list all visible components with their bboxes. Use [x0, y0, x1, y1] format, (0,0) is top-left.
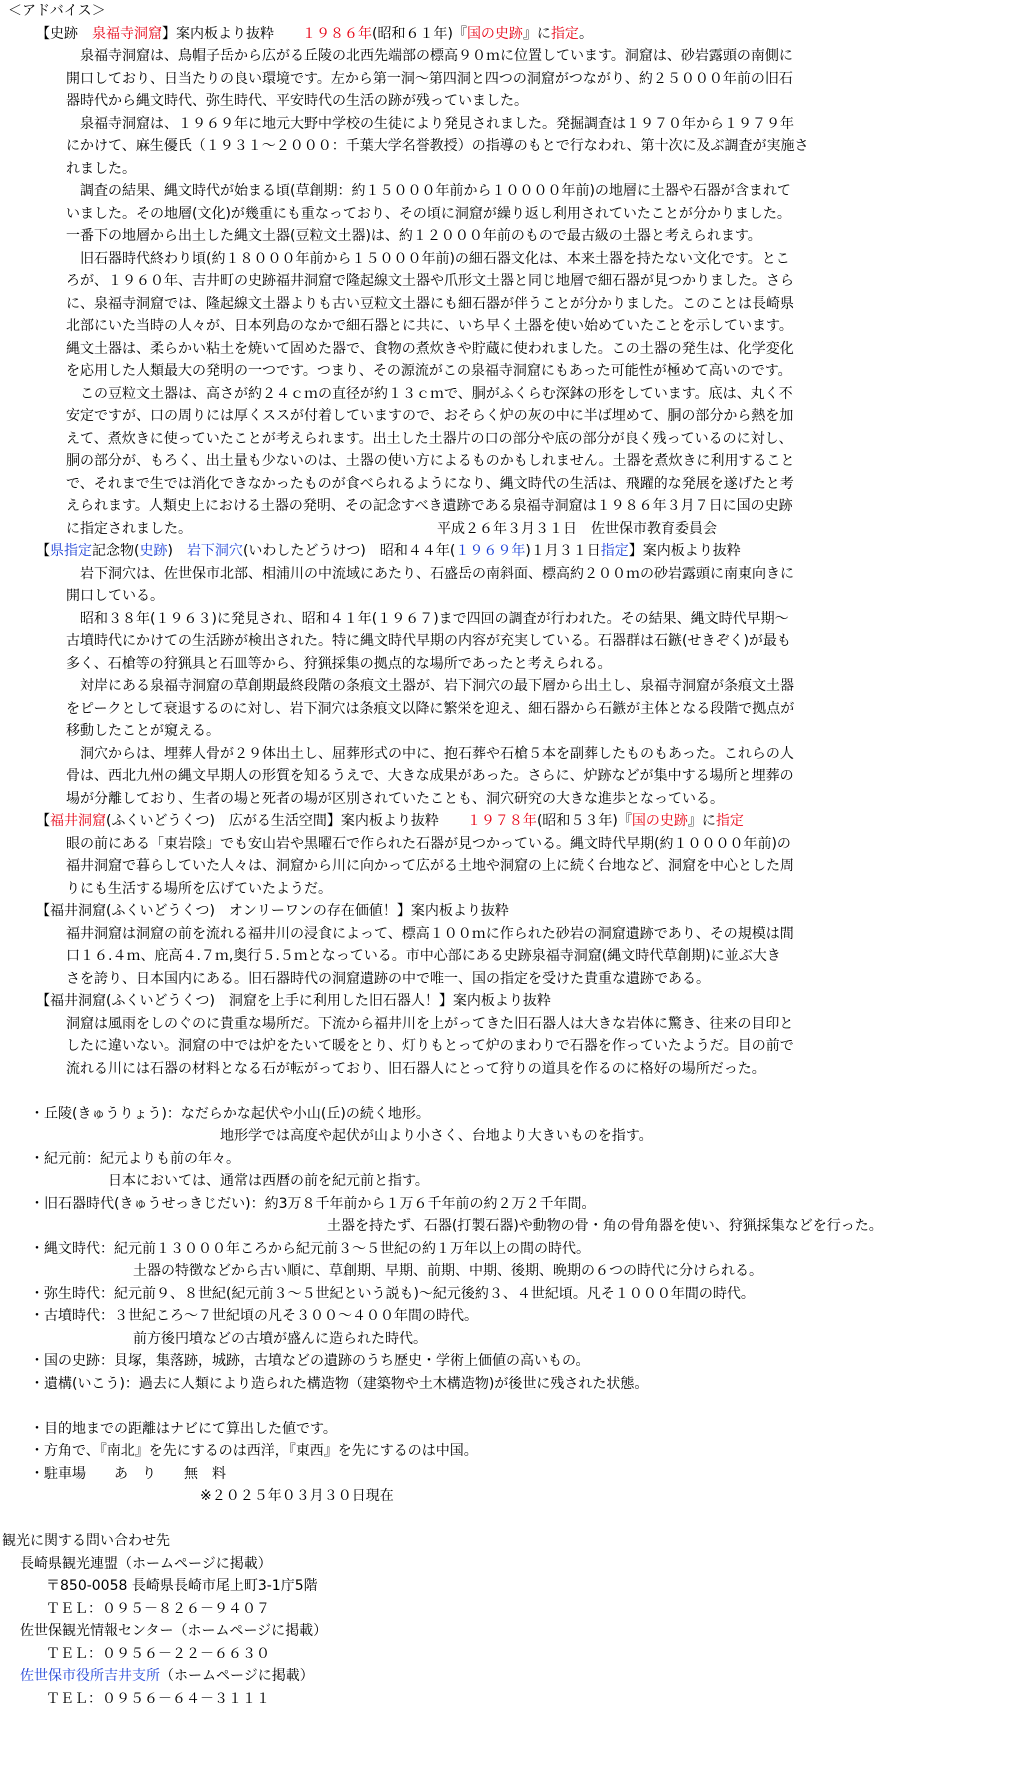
- section-1: [0, 540, 1033, 810]
- body-line: 北部にいた当時の人々が、日本列島のなかで細石器とに共に、いち早く土器を使い始めていたことを示しています。: [66, 318, 793, 334]
- body-line: えて、煮炊きに使っていたことが考えられます。出土した土器片の口の部分や底の部分が良く残っているのに対し、: [66, 430, 793, 447]
- highlight-text[interactable]: 国の史跡: [631, 813, 688, 829]
- body-line: に、泉福寺洞窟では、隆起線文土器よりも古い豆粒文土器にも細石器が伴うことが分かりました。このことは長崎県: [66, 295, 794, 312]
- section-0: [0, 23, 1033, 541]
- glossary-list: [0, 1103, 1033, 1396]
- contact-tel-nagasaki: ＴＥＬ：０９５－８２６－９４０７: [46, 1600, 270, 1617]
- body-line: 縄文土器は、柔らかい粘土を焼いて固めた器で、食物の煮炊きや貯蔵に使われました。この土器の発生は、化学変化: [66, 340, 794, 357]
- title-text: 【: [36, 813, 50, 829]
- body-line: 胴の部分が、もろく、出土量も少ないのは、土器の使い方によるものかもしれません。土器を煮炊きに利用すること: [66, 453, 795, 469]
- contact-org-sasebo: 佐世保観光情報センター（ホームページに掲載）: [20, 1623, 328, 1639]
- body-line: にかけて、麻生優氏（１９３１～２０００：千葉大学名誉教授）の指導のもとで行なわれ、第十次に及ぶ調査が実施さ: [66, 138, 809, 154]
- body-line: 骨は、西北九州の縄文早期人の形質を知るうえで、大きな成果があった。さらに、炉跡などが集中する場所と埋葬の: [66, 768, 794, 784]
- glossary-term: ・丘陵(きゅうりょう)：なだらかな起伏や小山(丘)の続く地形。: [30, 1105, 430, 1122]
- section-2: [0, 810, 1033, 900]
- glossary-detail: 地形学では高度や起伏が山より小さく、台地より大きいものを指す。: [220, 1128, 653, 1144]
- title-text: (昭和６１年)『: [372, 25, 467, 42]
- body-line: 洞穴からは、埋葬人骨が２９体出土し、屈葬形式の中に、抱石葬や石槍５本を副葬したものもあった。これらの人: [66, 745, 794, 762]
- title-text: 】案内板より抜粋: [628, 543, 741, 559]
- section-title: [0, 540, 1033, 563]
- highlight-text[interactable]: 泉福寺洞窟: [92, 25, 162, 42]
- title-text: 』に: [522, 25, 551, 42]
- glossary-detail: 土器の特徴などから古い順に、草創期、早期、前期、中期、後期、晩期の６つの時代に分けられる。: [133, 1263, 763, 1279]
- note-item: ・方角で、『南北』を先にするのは西洋，『東西』を先にするのは中国。: [30, 1443, 478, 1459]
- note-item: ・目的地までの距離はナビにて算出した値です。: [30, 1420, 337, 1437]
- body-line: 古墳時代にかけての生活跡が検出された。特に縄文時代早期の内容が充実している。石器群は石鏃(せきぞく)が最も: [66, 633, 791, 649]
- glossary-term: ・弥生時代：紀元前９、８世紀(紀元前３～５世紀という説も)～紀元後約３、４世紀頃。凡そ１０００年間の時代。: [30, 1285, 755, 1302]
- title-text: (ふくいどうくつ) 広がる生活空間】案内板より抜粋: [106, 813, 467, 829]
- body-line: えられます。人類史上における土器の発明、その記念すべき遺跡である泉福寺洞窟は１９８６年３月７日に国の史跡: [66, 498, 793, 514]
- title-text: 』に: [687, 813, 716, 829]
- body-line: ろが、１９６０年、吉井町の史跡福井洞窟で隆起線文土器や爪形文土器と同じ地層で細石器が見つかりました。さら: [66, 273, 794, 289]
- glossary-term: ・古墳時代：３世紀ころ～７世紀頃の凡そ３００～４００年間の時代。: [30, 1308, 478, 1324]
- glossary-detail: 日本においては、通常は西暦の前を紀元前と指す。: [108, 1173, 429, 1189]
- sections-container: [0, 23, 1033, 1081]
- glossary-term: ・縄文時代：紀元前１３０００年ころから紀元前３～５世紀の約１万年以上の間の時代。: [30, 1240, 590, 1257]
- body-line: 流れる川には石器の材料となる石が転がっており、旧石器人にとって狩りの道具を作るのに格好の場所だった。: [66, 1060, 766, 1077]
- highlight-text[interactable]: 岩下洞穴: [186, 543, 243, 559]
- body-line: 昭和３８年(１９６３)に発見され、昭和４１年(１９６７)まで四回の調査が行われた。その結果、縄文時代早期～: [66, 610, 789, 627]
- contact-tel-yoshii: ＴＥＬ：０９５６－６４－３１１１: [46, 1690, 270, 1707]
- highlight-text[interactable]: １９６９年: [455, 543, 526, 559]
- body-line: 開口しており、日当たりの良い環境です。左から第一洞～第四洞と四つの洞窟がつながり、約２５０００年前の旧石: [66, 70, 793, 87]
- highlight-text[interactable]: 史跡: [139, 543, 168, 559]
- body-line: で、それまで生では消化できなかったものが食べられるようになり、縄文時代の生活は、飛躍的な発展を遂げたと考: [66, 475, 794, 492]
- body-line: 泉福寺洞窟は、１９６９年に地元大野中学校の生徒により発見されました。発掘調査は１９７０年から１９７９年: [66, 115, 794, 132]
- yoshii-branch-link[interactable]: 佐世保市役所吉井支所: [20, 1668, 160, 1684]
- body-line: れました。: [66, 160, 136, 177]
- body-line: 対岸にある泉福寺洞窟の草創期最終段階の条痕文土器が、岩下洞穴の最下層から出土し、泉福寺洞窟が条痕文土器: [66, 678, 794, 694]
- body-line: 洞窟は風雨をしのぐのに貴重な場所だ。下流から福井川を上がってきた旧石器人は大きな岩体に驚き、往来の目印と: [66, 1015, 794, 1032]
- body-line: いました。その地層(文化)が幾重にも重なっており、その頃に洞窟が繰り返し利用されていたことが分かりました。: [66, 205, 791, 222]
- section-4: [0, 990, 1033, 1080]
- contact-address: 〒850-0058 長崎県長崎市尾上町3-1庁5階: [46, 1578, 318, 1594]
- title-text: 【福井洞窟(ふくいどうくつ) 洞窟を上手に利用した旧石器人！】案内板より抜粋: [36, 993, 551, 1009]
- section-title: [0, 23, 1033, 46]
- section-title: [0, 810, 1033, 833]
- body-line: したに違いない。洞窟の中では炉をたいて暖をとり、灯りもとって炉のまわりで石器を作っていたようだ。目の前で: [66, 1038, 794, 1054]
- highlight-text[interactable]: 指定: [715, 813, 744, 829]
- body-line: を応用した人類最大の発明の一つです。つまり、その源流がこの泉福寺洞窟にもあった可能性が極めて高いのです。: [66, 363, 792, 379]
- body-line: 開口している。: [66, 588, 164, 604]
- title-text: 。: [578, 25, 593, 42]
- contact-block: [0, 1530, 1033, 1710]
- glossary-detail: 前方後円墳などの古墳が盛んに造られた時代。: [133, 1330, 427, 1347]
- title-text: 記念物(: [92, 543, 140, 559]
- body-line: 安定ですが、口の周りには厚くススが付着していますので、おそらく炉の灰の中に半ば埋めて、胴の部分から熱を加: [66, 408, 794, 424]
- body-line: をピークとして衰退するのに対し、岩下洞穴は条痕文以降に繁栄を迎え、細石器から石鏃が主体となる段階で拠点が: [66, 700, 795, 717]
- title-text: 【福井洞窟(ふくいどうくつ) オンリーワンの存在価値！】案内板より抜粋: [36, 903, 509, 919]
- body-line: 福井洞窟は洞窟の前を流れる福井川の浸食によって、標高１００ｍに作られた砂岩の洞窟遺跡であり、その規模は間: [66, 925, 794, 942]
- body-line: 岩下洞穴は、佐世保市北部、相浦川の中流域にあたり、石盛岳の南斜面、標高約２００ｍの砂岩露頭に南東向きに: [66, 565, 794, 582]
- title-text: 】案内板より抜粋: [162, 25, 302, 42]
- advice-heading: ＜アドバイス＞: [8, 3, 106, 19]
- body-line: この豆粒文土器は、高さが約２４ｃｍの直径が約１３ｃｍで、胴がふくらむ深鉢の形をしています。底は、丸く不: [66, 385, 793, 402]
- body-line: 器時代から縄文時代、弥生時代、平安時代の生活の跡が残っていました。: [66, 93, 528, 109]
- highlight-text[interactable]: 指定: [550, 25, 579, 42]
- glossary-term: ・旧石器時代(きゅうせっきじだい)：約3万８千年前から１万６千年前の約２万２千年間。: [30, 1195, 596, 1212]
- contact-title: 観光に関する問い合わせ先: [2, 1533, 170, 1549]
- glossary-detail: 土器を持たず、石器(打製石器)や動物の骨・角の骨角器を使い、狩猟採集などを行った。: [327, 1218, 883, 1234]
- contact-org-yoshii: 佐世保市役所吉井支所（ホームページに掲載）: [20, 1668, 314, 1684]
- section-3: [0, 900, 1033, 990]
- body-line: さを誇り、日本国内にある。旧石器時代の洞窟遺跡の中で唯一、国の指定を受けた貴重な遺跡である。: [66, 970, 710, 987]
- glossary-term: ・紀元前：紀元よりも前の年々。: [30, 1150, 240, 1167]
- as-of-date: ※２０２５年０３月３０日現在: [200, 1488, 394, 1504]
- title-text: (昭和５３年)『: [536, 813, 632, 829]
- highlight-text[interactable]: １９８６年: [302, 25, 372, 42]
- section-title: [0, 900, 1033, 923]
- title-text: )１月３１日: [525, 543, 601, 559]
- body-line: 場が分離しており、生者の場と死者の場が区別されていたことも、洞穴研究の大きな進歩となっている。: [66, 790, 724, 807]
- body-line: りにも生活する場所を広げていたようだ。: [66, 880, 332, 897]
- highlight-text[interactable]: 指定: [600, 543, 629, 559]
- body-line: 一番下の地層から出土した縄文土器(豆粒文土器)は、約１２０００年前のもので最古級の土器と考えられます。: [66, 228, 762, 244]
- highlight-text[interactable]: 県指定: [50, 543, 92, 559]
- body-line: 移動したことが窺える。: [66, 723, 220, 739]
- highlight-text[interactable]: 国の史跡: [466, 25, 523, 42]
- title-text: ): [167, 543, 187, 559]
- highlight-text[interactable]: １９７８年: [466, 813, 537, 829]
- title-text: (いわしたどうけつ) 昭和４４年(: [242, 543, 456, 559]
- title-text: 【史跡: [36, 25, 92, 42]
- section-title: [0, 990, 1033, 1013]
- body-line: 福井洞窟で暮らしていた人々は、洞窟から川に向かって広がる土地や洞窟の上に続く台地など、洞窟を中心とした周: [66, 858, 794, 874]
- body-line: 口１６.４ｍ、庇高４.７ｍ,奥行５.５ｍとなっている。市中心部にある史跡泉福寺洞窟(縄文時代草創期)に並ぶ大き: [66, 948, 781, 964]
- body-line: 多く、石槍等の狩猟具と石皿等から、狩猟採集の拠点的な場所であったと考えられる。: [66, 655, 612, 672]
- title-text: 【: [36, 543, 50, 559]
- notes-list: [0, 1418, 1033, 1486]
- contact-tel-sasebo: ＴＥＬ：０９５６－２２－６６３０: [46, 1645, 270, 1662]
- body-line: 眼の前にある「東岩陰」でも安山岩や黒曜石で作られた石器が見つかっている。縄文時代早期(約１００００年前)の: [66, 835, 791, 852]
- highlight-text[interactable]: 福井洞窟: [50, 813, 106, 829]
- glossary-term: ・国の史跡：貝塚，集落跡，城跡，古墳などの遺跡のうち歴史・学術上価値の高いもの。: [30, 1353, 590, 1369]
- note-item: ・駐車場 あ り 無 料: [30, 1465, 226, 1482]
- glossary-term: ・遺構(いこう)：過去に人類により造られた構造物（建築物や土木構造物)が後世に残された状態。: [30, 1375, 649, 1392]
- body-line: に指定されました。 平成２６年３月３１日 佐世保市教育委員会: [66, 520, 717, 537]
- contact-org-nagasaki: 長崎県観光連盟（ホームページに掲載）: [20, 1555, 272, 1572]
- body-line: 旧石器時代終わり頃(約１８０００年前から１５０００年前)の細石器文化は、本来土器を持たない文化です。とこ: [66, 250, 790, 267]
- body-line: 泉福寺洞窟は、鳥帽子岳から広がる丘陵の北西先端部の標高９０ｍに位置しています。洞窟は、砂岩露頭の南側に: [66, 48, 793, 64]
- body-line: 調査の結果、縄文時代が始まる頃(草創期：約１５０００年前から１００００年前)の地層に土器や石器が含まれて: [66, 183, 791, 199]
